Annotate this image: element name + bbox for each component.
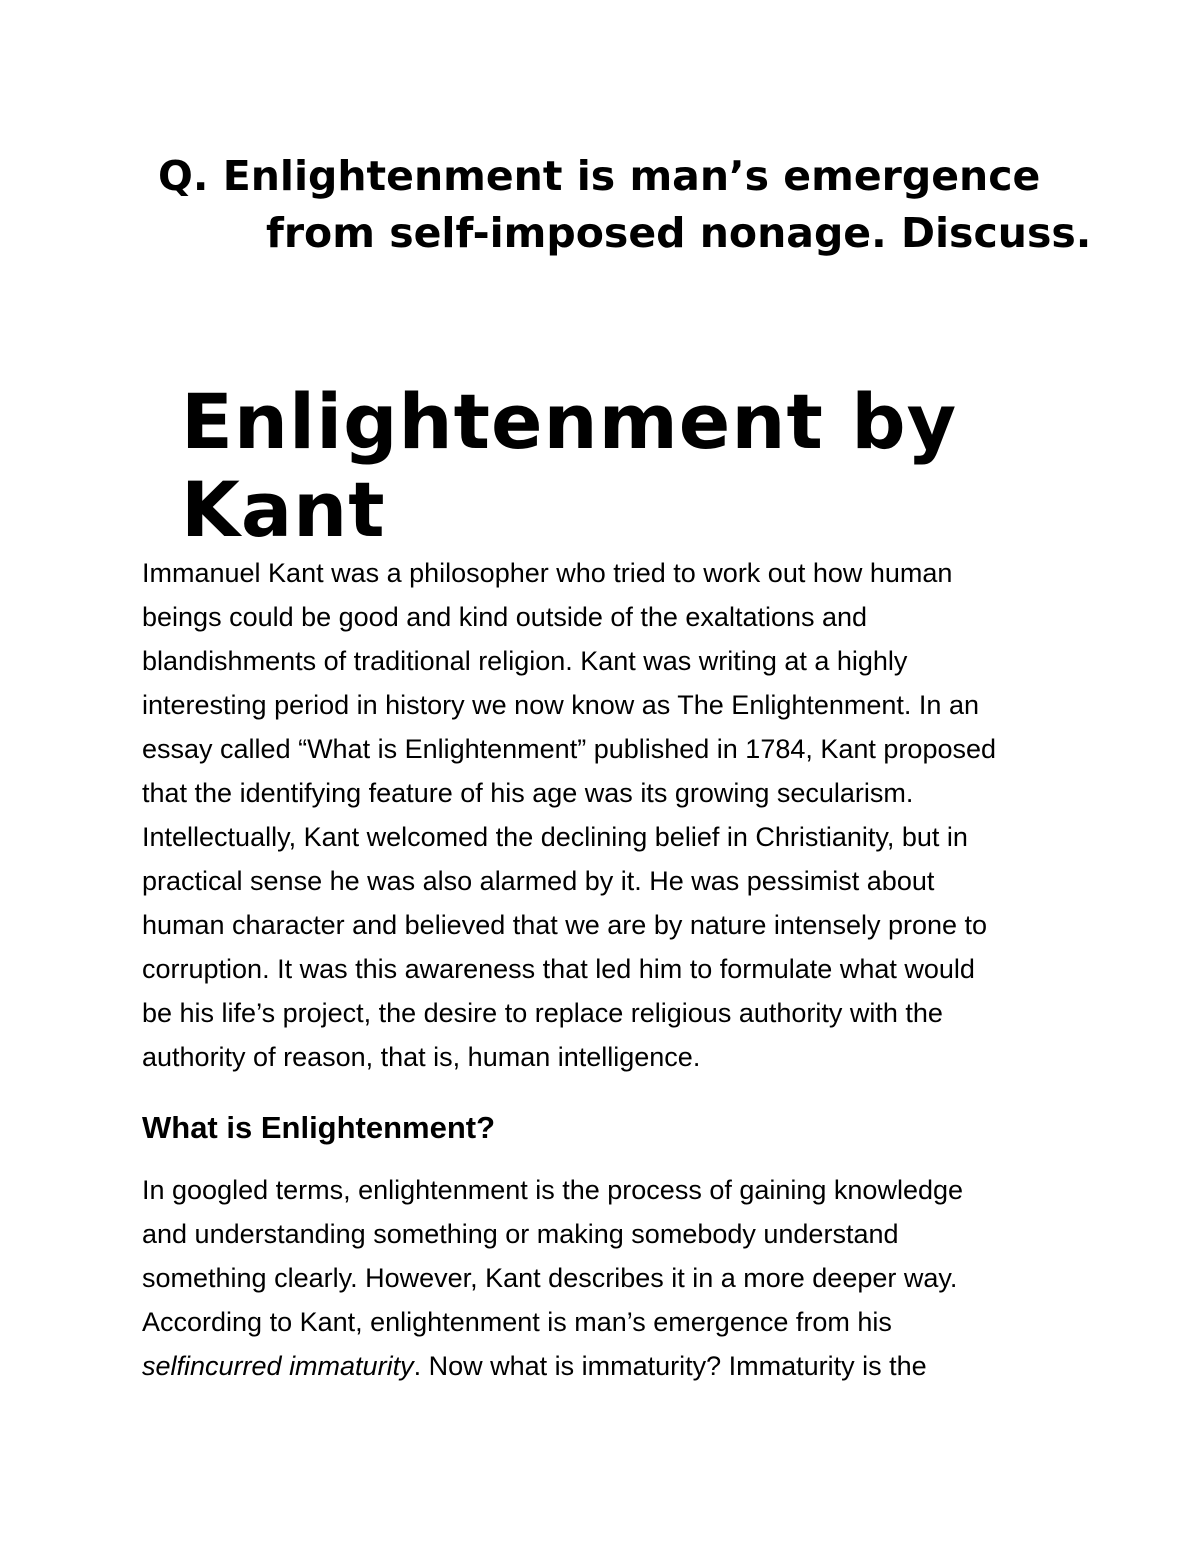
paragraph-line: practical sense he was also alarmed by it. He was pessimist about [142,866,935,896]
italic-term: selfincurred immaturity [142,1351,414,1381]
paragraph-line: that the identifying feature of his age was its growing secularism. [142,778,914,808]
paragraph-line: authority of reason, that is, human intelligence. [142,1042,701,1072]
paragraph-line: and understanding something or making somebody understand [142,1219,899,1249]
paragraph-definition [142,1168,1082,1388]
question-line-2: from self-imposed nonage. Discuss. [266,209,1092,257]
paragraph-line-last [142,1344,1082,1388]
paragraph-line: corruption. It was this awareness that led him to formulate what would [142,954,975,984]
paragraph-line: Immanuel Kant was a philosopher who tried to work out how human [142,558,953,588]
question-heading [158,148,1092,262]
question-line-1: Q. Enlightenment is man’s emergence [158,152,1041,200]
paragraph-line: human character and believed that we are by nature intensely prone to [142,910,988,940]
paragraph-line: be his life’s project, the desire to replace religious authority with the [142,998,943,1028]
paragraph-line-tail: . Now what is immaturity? Immaturity is the [413,1351,927,1381]
paragraph-line: In googled terms, enlightenment is the process of gaining knowledge [142,1175,964,1205]
section-subheading: What is Enlightenment? [142,1110,496,1145]
paragraph-intro [142,551,1082,1079]
title-line-2: Kant [181,465,386,554]
paragraph-line: something clearly. However, Kant describes it in a more deeper way. [142,1263,958,1293]
paragraph-line: interesting period in history we now know as The Enlightenment. In an [142,690,979,720]
paragraph-line: beings could be good and kind outside of the exaltations and [142,602,868,632]
paragraph-line: blandishments of traditional religion. Kant was writing at a highly [142,646,908,676]
page-title [181,378,1081,554]
paragraph-line: essay called “What is Enlightenment” published in 1784, Kant proposed [142,734,997,764]
paragraph-line: Intellectually, Kant welcomed the declining belief in Christianity, but in [142,822,968,852]
paragraph-line: According to Kant, enlightenment is man’s emergence from his [142,1307,892,1337]
title-line-1: Enlightenment by [181,377,958,466]
